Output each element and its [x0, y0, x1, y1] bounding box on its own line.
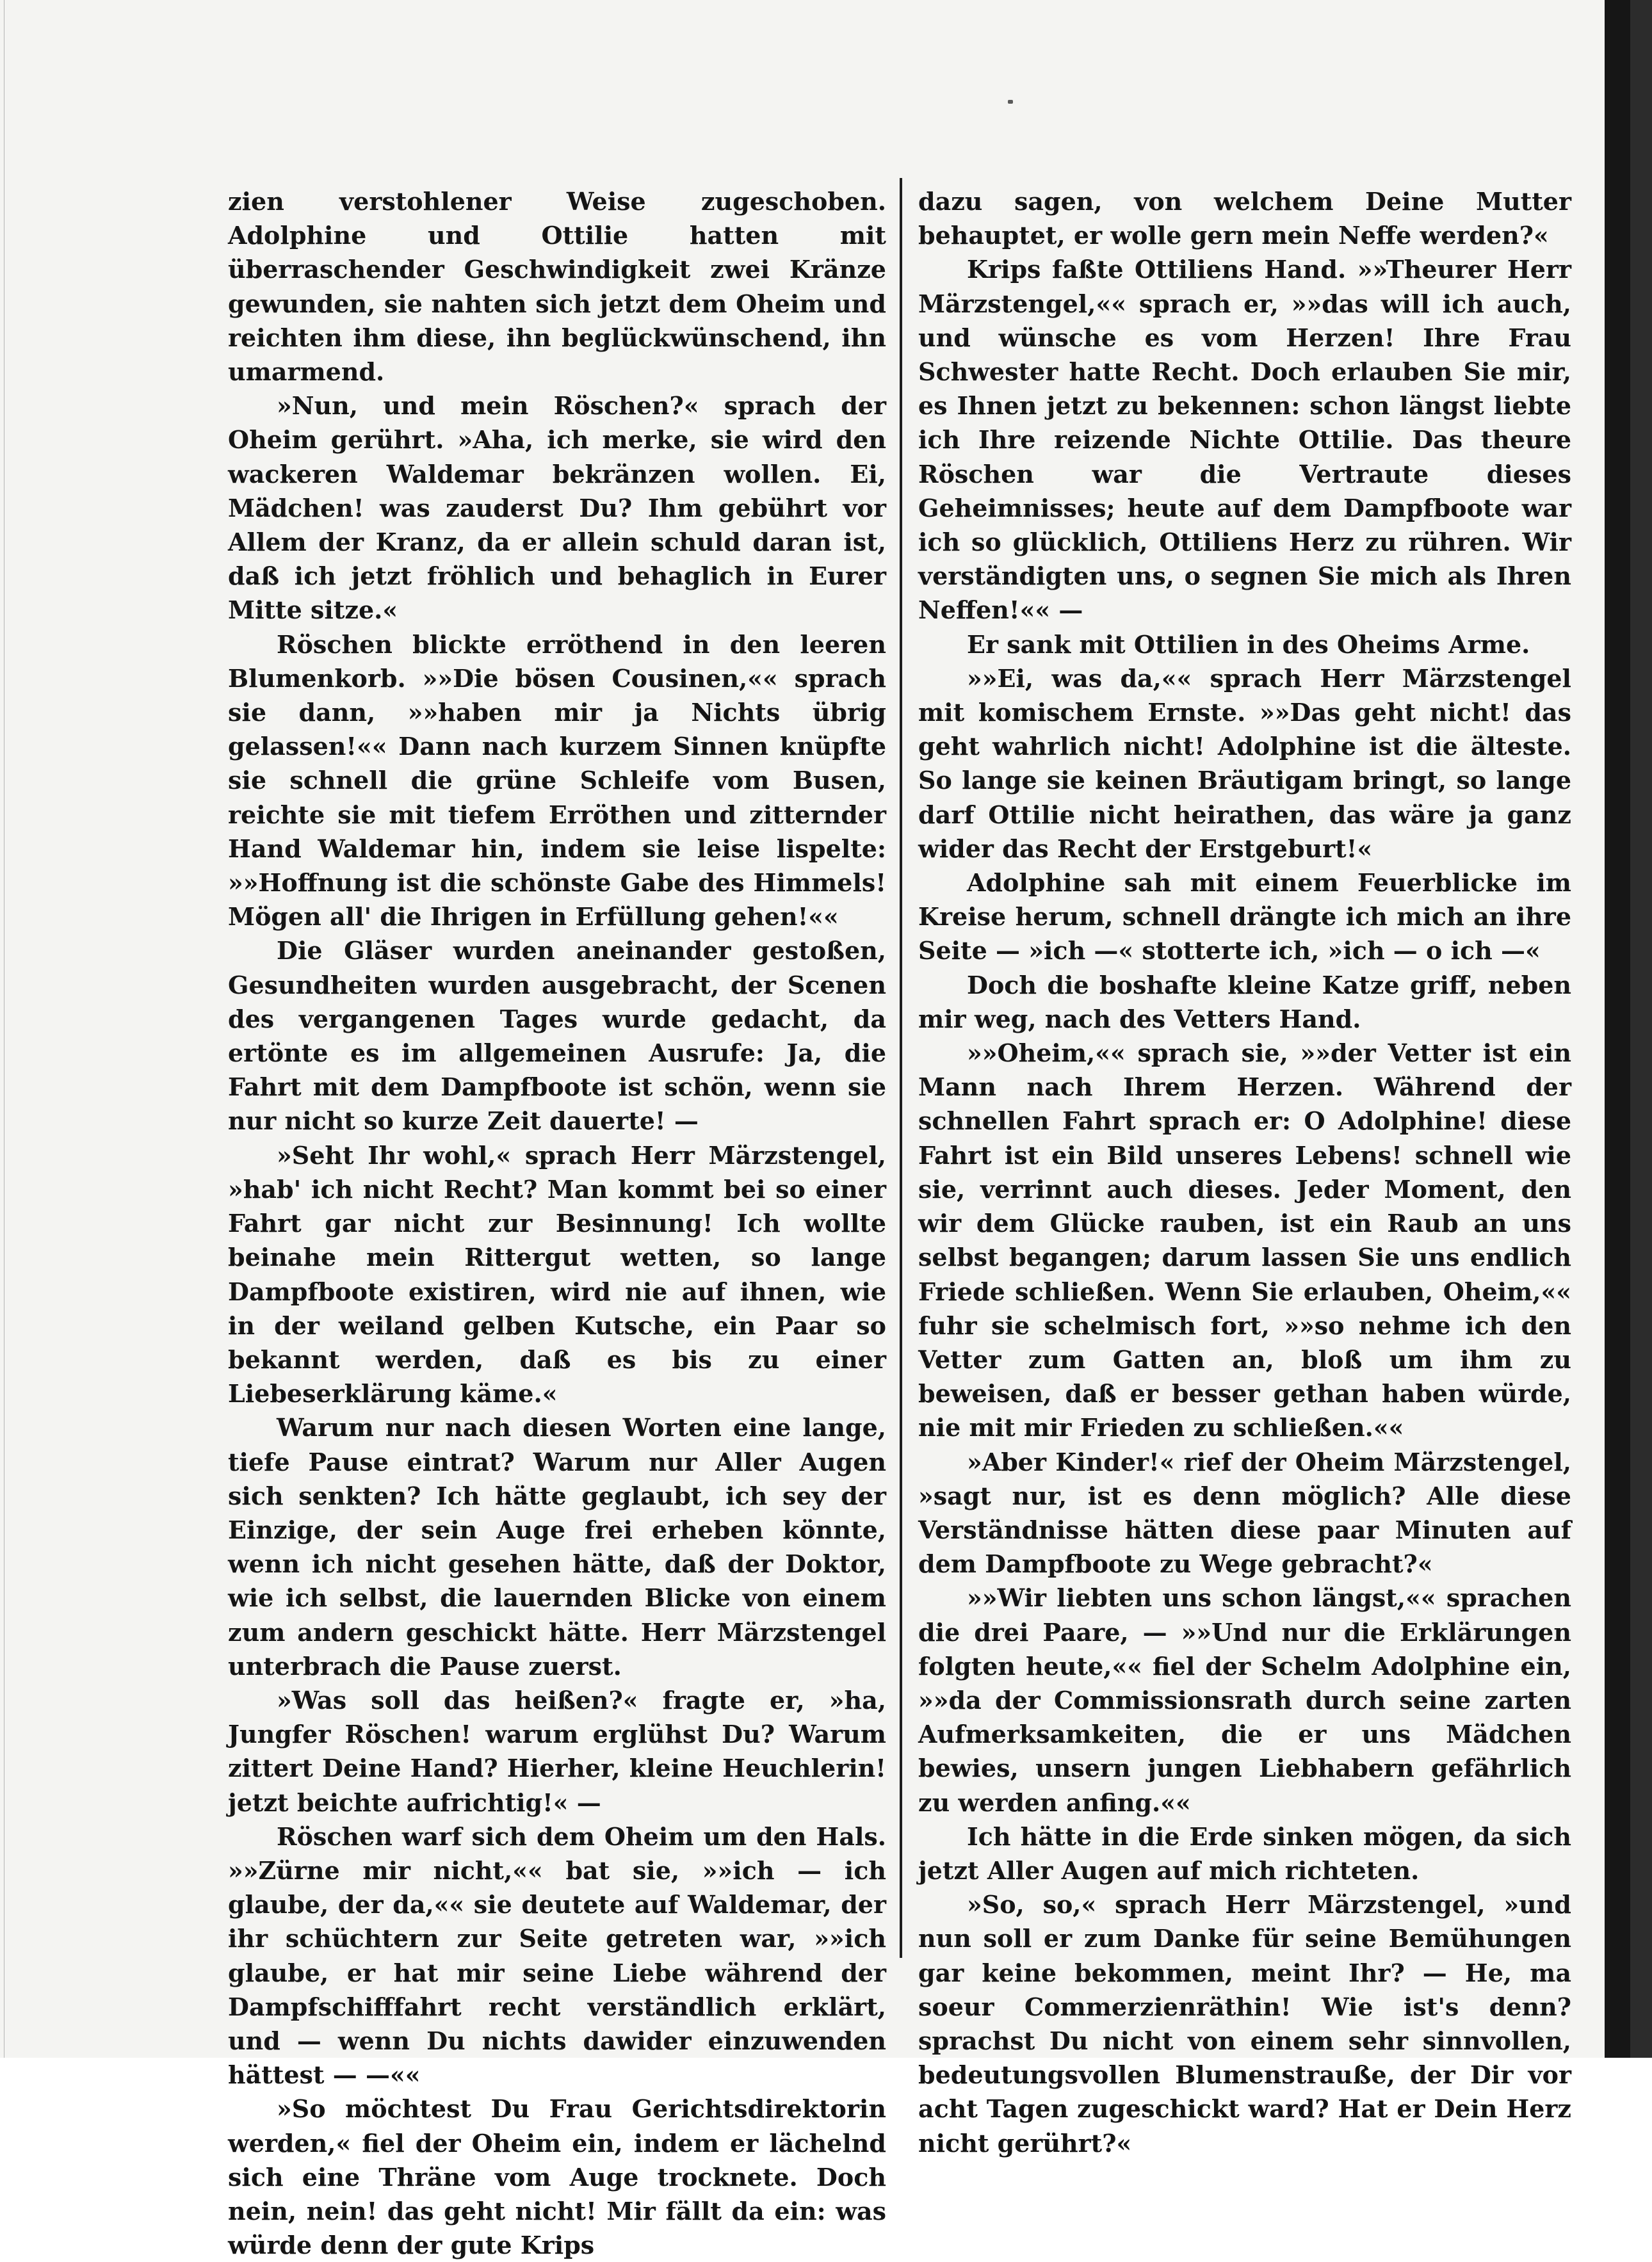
- paragraph: »Seht Ihr wohl,« sprach Herr Märzstengel, »hab' ich nicht Recht? Man kommt bei so einer Fahrt gar nicht zur Besinnung! Ich wollte beinahe mein Rittergut wetten, so lange Dampfboote existiren, wird nie auf ihnen, wie in der weiland gelben Kutsche, ein Paar so bekannt werden, daß es bis zu einer Liebeserklärung käme.«: [228, 1140, 886, 1409]
- paragraph: »Aber Kinder!« rief der Oheim Märzstengel, »sagt nur, ist es denn möglich? Alle diese Verständnisse hätten diese paar Minuten auf dem Dampfboote zu Wege gebracht?«: [918, 1447, 1571, 1579]
- right-column: [918, 184, 1571, 2160]
- paragraph: Doch die boshafte kleine Katze griff, neben mir weg, nach des Vetters Hand.: [918, 970, 1571, 1033]
- paragraph: »Nun, und mein Röschen?« sprach der Oheim gerührt. »Aha, ich merke, sie wird den wackeren Waldemar bekränzen wollen. Ei, Mädchen! was zauderst Du? Ihm gebührt vor Allem der Kranz, da er allein schuld daran ist, daß ich jetzt fröhlich und behaglich in Eurer Mitte sitze.«: [228, 391, 886, 625]
- paragraph: dazu sagen, von welchem Deine Mutter behauptet, er wolle gern mein Neffe werden?«: [918, 187, 1571, 250]
- paragraph: Röschen warf sich dem Oheim um den Hals. »»Zürne mir nicht,«« bat sie, »»ich — ich glaube, der da,«« sie deutete auf Waldemar, der ihr schüchtern zur Seite getreten war, »»ich glaube, er hat mir seine Liebe während der Dampfschifffahrt recht verständlich erklärt, und — wenn Du nichts dawider einzuwenden hättest — —««: [228, 1822, 886, 2090]
- ink-speck: [1008, 100, 1013, 104]
- scan-edge-shadow: [1605, 0, 1652, 2058]
- paragraph: zien verstohlener Weise zugeschoben. Adolphine und Ottilie hatten mit überraschender Geschwindigkeit zwei Kränze gewunden, sie nahten sich jetzt dem Oheim und reichten ihm diese, ihn beglückwünschend, ihn umarmend.: [228, 187, 886, 387]
- paragraph: »Was soll das heißen?« fragte er, »ha, Jungfer Röschen! warum erglühst Du? Warum zittert Deine Hand? Hierher, kleine Heuchlerin! jetzt beichte aufrichtig!« —: [228, 1685, 886, 1817]
- paragraph: »»Ei, was da,«« sprach Herr Märzstengel mit komischem Ernste. »»Das geht nicht! das geht wahrlich nicht! Adolphine ist die älteste. So lange sie keinen Bräutigam bringt, so lange darf Ottilie nicht heirathen, das wäre ja ganz wider das Recht der Erstgeburt!«: [918, 663, 1571, 863]
- paragraph: Warum nur nach diesen Worten eine lange, tiefe Pause eintrat? Warum nur Aller Augen sich senkten? Ich hätte geglaubt, ich sey der Einzige, der sein Auge frei erheben könnte, wenn ich nicht gesehen hätte, daß der Doktor, wie ich selbst, die lauernden Blicke von einem zum andern geschickt hätte. Herr Märzstengel unterbrach die Pause zuerst.: [228, 1413, 886, 1681]
- paragraph: Er sank mit Ottilien in des Oheims Arme.: [967, 629, 1530, 659]
- paragraph: Röschen blickte erröthend in den leeren Blumenkorb. »»Die bösen Cousinen,«« sprach sie dann, »»haben mir ja Nichts übrig gelassen!«« Dann nach kurzem Sinnen knüpfte sie schnell die grüne Schleife vom Busen, reichte sie mit tiefem Erröthen und zitternder Hand Waldemar hin, indem sie leise lispelte: »»Hoffnung ist die schönste Gabe des Himmels! Mögen all' die Ihrigen in Erfüllung gehen!««: [228, 629, 886, 932]
- paragraph: Krips faßte Ottiliens Hand. »»Theurer Herr Märzstengel,«« sprach er, »»das will ich auch, und wünsche es vom Herzen! Ihre Frau Schwester hatte Recht. Doch erlauben Sie mir, es Ihnen jetzt zu bekennen: schon längst liebte ich Ihre reizende Nichte Ottilie. Das theure Röschen war die Vertraute dieses Geheimnisses; heute auf dem Dampfboote war ich so glücklich, Ottiliens Herz zu rühren. Wir verständigten uns, o segnen Sie mich als Ihren Neffen!«« —: [918, 255, 1571, 625]
- paragraph: Adolphine sah mit einem Feuerblicke im Kreise herum, schnell drängte ich mich an ihre Seite — »ich —« stotterte ich, »ich — o ich —«: [918, 868, 1571, 965]
- paragraph: »»Wir liebten uns schon längst,«« sprachen die drei Paare, — »»Und nur die Erklärungen folgten heute,«« fiel der Schelm Adolphine ein, »»da der Commissionsrath durch seine zarten Aufmerksamkeiten, die er uns Mädchen bewies, unsern jungen Liebhabern gefährlich zu werden anfing.««: [918, 1583, 1571, 1817]
- paragraph: »So möchtest Du Frau Gerichtsdirektorin werden,« fiel der Oheim ein, indem er lächelnd sich eine Thräne vom Auge trocknete. Doch nein, nein! das geht nicht! Mir fällt da ein: was würde denn der gute Krips: [228, 2094, 886, 2260]
- column-divider: [900, 178, 902, 1958]
- paragraph: »So, so,« sprach Herr Märzstengel, »und nun soll er zum Danke für seine Bemühungen gar keine bekommen, meint Ihr? — He, ma soeur Commerzienräthin! Wie ist's denn? sprachst Du nicht von einem sehr sinnvollen, bedeutungsvollen Blumenstrauße, der Dir vor acht Tagen zugeschickt ward? Hat er Dein Herz nicht gerührt?«: [918, 1890, 1571, 2158]
- paragraph: »»Oheim,«« sprach sie, »»der Vetter ist ein Mann nach Ihrem Herzen. Während der schnellen Fahrt sprach er: O Adolphine! diese Fahrt ist ein Bild unseres Lebens! schnell wie sie, verrinnt auch dieses. Jeder Moment, den wir dem Glücke rauben, ist ein Raub an uns selbst begangen; darum lassen Sie uns endlich Friede schließen. Wenn Sie erlauben, Oheim,«« fuhr sie schelmisch fort, »»so nehme ich den Vetter zum Gatten an, bloß um ihm zu beweisen, daß er besser gethan haben würde, nie mit mir Frieden zu schließen.««: [918, 1038, 1571, 1442]
- left-column: [228, 184, 886, 2262]
- paragraph: Die Gläser wurden aneinander gestoßen, Gesundheiten wurden ausgebracht, der Scenen des vergangenen Tages wurde gedacht, da ertönte es im allgemeinen Ausrufe: Ja, die Fahrt mit dem Dampfboote ist schön, wenn sie nur nicht so kurze Zeit dauerte! —: [228, 936, 886, 1136]
- paragraph: Ich hätte in die Erde sinken mögen, da sich jetzt Aller Augen auf mich richteten.: [918, 1822, 1571, 1885]
- scan-edge-strip: [1630, 0, 1652, 2058]
